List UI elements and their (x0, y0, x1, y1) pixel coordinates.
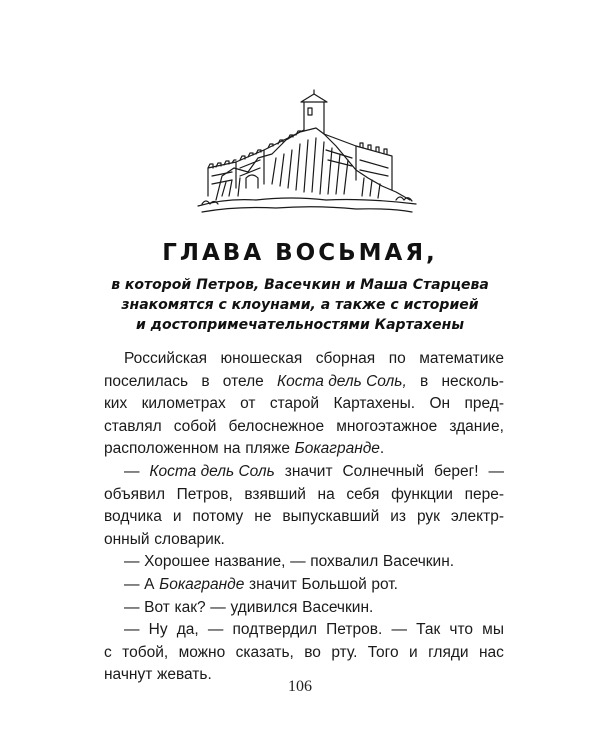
word: электр- (450, 508, 504, 526)
word: объявил (104, 485, 166, 503)
word: значит (284, 462, 333, 480)
chapter-subtitle (0, 275, 600, 335)
word: водчика (104, 508, 162, 526)
word: рук (416, 508, 440, 526)
text-line (104, 551, 504, 574)
word: функции (391, 485, 453, 503)
word: себя (346, 485, 380, 503)
word: подтвердил (232, 621, 318, 639)
word: поселилась (104, 372, 189, 390)
word: пляже (245, 440, 291, 458)
word: расположенном (104, 440, 219, 458)
word: старой (269, 395, 320, 413)
word: — (207, 621, 224, 639)
text-line (104, 348, 504, 371)
word: ких (104, 395, 128, 413)
word: собой (173, 417, 217, 435)
word: Бокагранде. (294, 440, 385, 458)
word: Он (429, 395, 451, 413)
word: тобой, (122, 643, 169, 661)
text-line (104, 574, 504, 597)
word: Вот (144, 598, 170, 616)
text-line (104, 438, 504, 461)
word: не (254, 508, 272, 526)
word: взявший (244, 485, 306, 503)
word: рту. (331, 643, 358, 661)
word: начнут (104, 666, 153, 684)
chapter-title: ГЛАВА ВОСЬМАЯ, (162, 240, 438, 266)
word: что (449, 621, 474, 639)
word: гляди (428, 643, 469, 661)
word: Большой (301, 575, 367, 593)
word: потому (192, 508, 244, 526)
word: — (124, 575, 140, 593)
text-line (104, 597, 504, 620)
word: Петров, (176, 485, 233, 503)
word: да, (176, 621, 199, 639)
word: как? (174, 598, 206, 616)
word: отеле (222, 372, 264, 390)
text-line (104, 393, 504, 416)
word: ставлял (104, 417, 162, 435)
word: значит (249, 575, 297, 593)
chapter-subtitle-line: знакомятся с клоунами, а также с историей (121, 297, 479, 313)
word: математике (419, 350, 504, 367)
word: — (124, 621, 140, 639)
word: похвалил (310, 553, 379, 571)
word: Коста дель Соль (149, 462, 275, 480)
word: — (210, 598, 226, 616)
word: пере- (464, 485, 504, 503)
word: Петров. (326, 621, 383, 639)
page-number: 106 (288, 678, 312, 695)
word: мы (482, 621, 504, 639)
word: Того (367, 643, 399, 661)
word: нас (478, 643, 504, 661)
word: здание, (449, 417, 504, 435)
word: с (104, 643, 112, 661)
word: пред- (464, 395, 504, 413)
text-line (104, 506, 504, 529)
word: — (124, 598, 140, 616)
text-line (104, 484, 504, 507)
word: выпускавший (282, 508, 380, 526)
word: на (317, 485, 335, 503)
word: сказать, (235, 643, 294, 661)
chapter-subtitle-line: в которой Петров, Васечкин и Маша Старцева (111, 277, 489, 293)
word: Российская (124, 350, 207, 367)
word: словарик. (154, 530, 225, 548)
text-line (104, 529, 504, 552)
word: удивился (230, 598, 298, 616)
word: — (488, 462, 504, 480)
text-line (104, 461, 504, 484)
word: несколь- (441, 372, 504, 390)
text-line (104, 642, 504, 665)
word: Солнечный (342, 462, 425, 480)
word: белоснежное (228, 417, 325, 435)
word: Картахены. (333, 395, 416, 413)
word: Так (416, 621, 441, 639)
word: А (144, 575, 155, 593)
word: на (223, 440, 241, 458)
word: многоэтажное (336, 417, 438, 435)
word: юношеская (220, 350, 303, 367)
word: Васечкин. (382, 553, 455, 571)
word: Хорошее (144, 553, 210, 571)
word: Васечкин. (302, 598, 374, 616)
word: из (390, 508, 406, 526)
text-line (104, 416, 504, 439)
word: километрах (141, 395, 226, 413)
word: жевать. (156, 666, 212, 684)
chapter-subtitle-line: и достопримечательностями Картахены (135, 317, 464, 333)
text-line (104, 371, 504, 394)
word: в (201, 372, 210, 390)
word: Коста дель Соль, (277, 372, 407, 390)
word: можно (178, 643, 226, 661)
word: во (304, 643, 321, 661)
word: — (124, 553, 140, 571)
word: — (290, 553, 306, 571)
word: название, (214, 553, 286, 571)
word: от (240, 395, 256, 413)
word: в (420, 372, 429, 390)
word: и (409, 643, 418, 661)
body-text (104, 348, 504, 687)
word: Бокагранде (159, 575, 245, 593)
word: по (388, 350, 406, 367)
word: — (391, 621, 407, 639)
word: онный (104, 530, 150, 548)
word: Ну (148, 621, 168, 639)
text-line (104, 619, 504, 642)
word: — (124, 462, 140, 480)
fortress-illustration (196, 88, 418, 218)
word: и (172, 508, 182, 526)
word: рот. (371, 575, 398, 593)
word: берег! (434, 462, 479, 480)
word: сборная (315, 350, 376, 367)
